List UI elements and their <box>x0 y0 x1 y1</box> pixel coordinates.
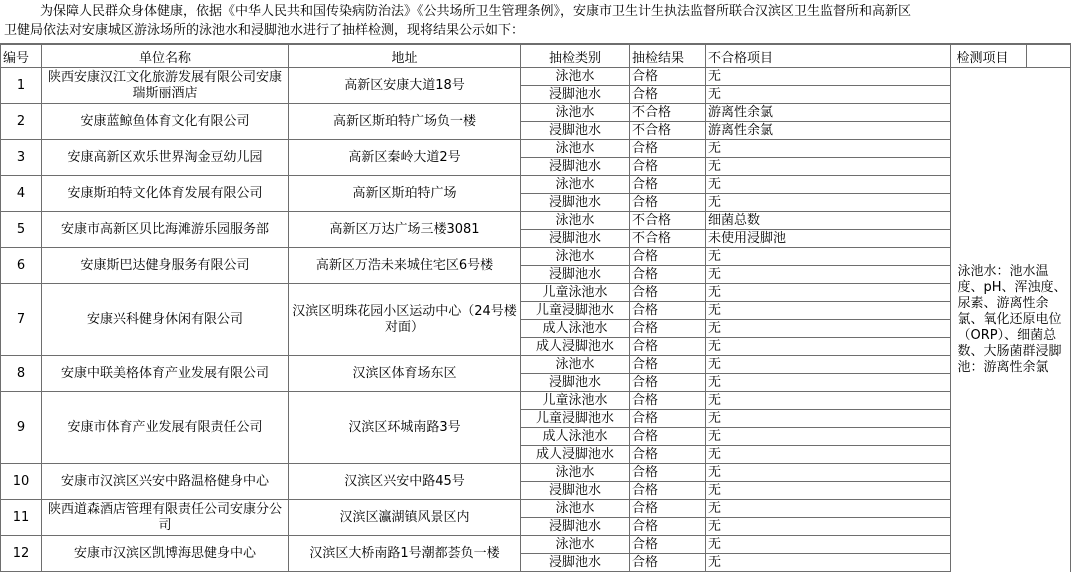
unit-address: 汉滨区兴安中路45号 <box>289 464 521 500</box>
sample-type: 泳池水 <box>521 500 630 518</box>
sample-result: 合格 <box>630 482 706 500</box>
intro-line-2: 卫健局依法对安康城区游泳场所的泳池水和浸脚池水进行了抽样检测，现将结果公示如下： <box>4 23 525 38</box>
sample-result: 合格 <box>630 248 706 266</box>
sample-result: 合格 <box>630 464 706 482</box>
table-row <box>1 464 1071 482</box>
table-row <box>1 536 1071 554</box>
unit-name: 安康中联美格体育产业发展有限公司 <box>42 356 289 392</box>
table-row <box>1 392 1071 410</box>
fail-item: 无 <box>706 68 951 86</box>
sample-type: 泳池水 <box>521 212 630 230</box>
header-row <box>1 45 1071 68</box>
table-row <box>1 212 1071 230</box>
unit-address: 高新区万达广场三楼3081 <box>289 212 521 248</box>
unit-address: 汉滨区明珠花园小区运动中心（24号楼对面） <box>289 284 521 356</box>
sample-result: 合格 <box>630 68 706 86</box>
row-number: 7 <box>1 284 42 356</box>
table-row <box>1 284 1071 302</box>
row-number: 2 <box>1 104 42 140</box>
sample-type: 浸脚池水 <box>521 230 630 248</box>
sample-result: 合格 <box>630 284 706 302</box>
fail-item: 细菌总数 <box>706 212 951 230</box>
sample-type: 浸脚池水 <box>521 194 630 212</box>
unit-name: 陕西道森酒店管理有限责任公司安康分公司 <box>42 500 289 536</box>
unit-name: 安康市汉滨区兴安中路温格健身中心 <box>42 464 289 500</box>
row-number: 5 <box>1 212 42 248</box>
row-number: 3 <box>1 140 42 176</box>
sample-type: 浸脚池水 <box>521 554 630 572</box>
sample-type: 泳池水 <box>521 176 630 194</box>
unit-name: 安康斯巴达健身服务有限公司 <box>42 248 289 284</box>
fail-item: 无 <box>706 392 951 410</box>
table-row <box>1 356 1071 374</box>
fail-item: 无 <box>706 338 951 356</box>
sample-result: 合格 <box>630 392 706 410</box>
fail-item: 无 <box>706 464 951 482</box>
inspection-results-table <box>0 44 1071 572</box>
intro-paragraph <box>0 0 1071 44</box>
sample-type: 浸脚池水 <box>521 122 630 140</box>
fail-item: 无 <box>706 140 951 158</box>
fail-item: 无 <box>706 374 951 392</box>
fail-item: 无 <box>706 284 951 302</box>
unit-name: 陕西安康汉江文化旅游发展有限公司安康瑞斯丽酒店 <box>42 68 289 104</box>
sample-result: 合格 <box>630 428 706 446</box>
sample-result: 合格 <box>630 446 706 464</box>
table-row <box>1 140 1071 158</box>
sample-result: 合格 <box>630 266 706 284</box>
unit-address: 汉滨区大桥南路1号潮都荟负一楼 <box>289 536 521 572</box>
fail-item: 无 <box>706 518 951 536</box>
fail-item: 无 <box>706 176 951 194</box>
sample-type: 浸脚池水 <box>521 518 630 536</box>
header-fail-items: 不合格项目 <box>706 45 951 68</box>
table-row <box>1 248 1071 266</box>
sample-type: 儿童浸脚池水 <box>521 410 630 428</box>
sample-type: 浸脚池水 <box>521 158 630 176</box>
fail-item: 无 <box>706 302 951 320</box>
unit-name: 安康蓝鲸鱼体育文化有限公司 <box>42 104 289 140</box>
sample-result: 合格 <box>630 374 706 392</box>
fail-item: 无 <box>706 536 951 554</box>
table-body <box>1 68 1071 572</box>
sample-type: 成人泳池水 <box>521 320 630 338</box>
sample-result: 合格 <box>630 410 706 428</box>
header-test-items: 检测项目 <box>955 45 1027 68</box>
sample-result: 合格 <box>630 140 706 158</box>
table-row <box>1 68 1071 86</box>
sample-result: 合格 <box>630 158 706 176</box>
fail-item: 游离性余氯 <box>706 122 951 140</box>
table-row <box>1 500 1071 518</box>
sample-type: 泳池水 <box>521 536 630 554</box>
header-result: 抽检结果 <box>630 45 706 68</box>
sample-result: 合格 <box>630 554 706 572</box>
sample-type: 成人泳池水 <box>521 428 630 446</box>
sample-type: 泳池水 <box>521 248 630 266</box>
sample-result: 合格 <box>630 194 706 212</box>
sample-result: 合格 <box>630 320 706 338</box>
fail-item: 未使用浸脚池 <box>706 230 951 248</box>
sample-result: 合格 <box>630 518 706 536</box>
table-row <box>1 104 1071 122</box>
sample-result: 合格 <box>630 356 706 374</box>
unit-address: 高新区斯珀特广场负一楼 <box>289 104 521 140</box>
unit-address: 汉滨区瀛湖镇风景区内 <box>289 500 521 536</box>
sample-type: 泳池水 <box>521 464 630 482</box>
intro-line-1: 为保障人民群众身体健康，依据《中华人民共和国传染病防治法》《公共场所卫生管理条例》，安康市卫生计生执法监督所联合汉滨区卫生监督所和高新区 <box>40 4 912 19</box>
header-name: 单位名称 <box>42 45 289 68</box>
sample-result: 合格 <box>630 176 706 194</box>
fail-item: 无 <box>706 410 951 428</box>
sample-type: 泳池水 <box>521 356 630 374</box>
sample-type: 泳池水 <box>521 104 630 122</box>
fail-item: 无 <box>706 482 951 500</box>
sample-result: 合格 <box>630 338 706 356</box>
header-type: 抽检类别 <box>521 45 630 68</box>
fail-item: 游离性余氯 <box>706 104 951 122</box>
unit-name: 安康市体育产业发展有限责任公司 <box>42 392 289 464</box>
unit-name: 安康市汉滨区凯博海思健身中心 <box>42 536 289 572</box>
sample-type: 成人浸脚池水 <box>521 446 630 464</box>
header-no: 编号 <box>1 45 42 68</box>
sample-type: 泳池水 <box>521 140 630 158</box>
fail-item: 无 <box>706 554 951 572</box>
fail-item: 无 <box>706 248 951 266</box>
unit-address: 高新区安康大道18号 <box>289 68 521 104</box>
sample-type: 浸脚池水 <box>521 266 630 284</box>
unit-address: 高新区万浩未来城住宅区6号楼 <box>289 248 521 284</box>
unit-address: 汉滨区体育场东区 <box>289 356 521 392</box>
sample-type: 儿童浸脚池水 <box>521 302 630 320</box>
row-number: 9 <box>1 392 42 464</box>
sample-type: 泳池水 <box>521 68 630 86</box>
sample-result: 合格 <box>630 302 706 320</box>
unit-name: 安康斯珀特文化体育发展有限公司 <box>42 176 289 212</box>
sample-type: 浸脚池水 <box>521 86 630 104</box>
row-number: 8 <box>1 356 42 392</box>
fail-item: 无 <box>706 500 951 518</box>
sample-result: 不合格 <box>630 122 706 140</box>
unit-address: 高新区斯珀特广场 <box>289 176 521 212</box>
fail-item: 无 <box>706 194 951 212</box>
header-address: 地址 <box>289 45 521 68</box>
fail-item: 无 <box>706 356 951 374</box>
sample-result: 合格 <box>630 536 706 554</box>
unit-name: 安康市高新区贝比海滩游乐园服务部 <box>42 212 289 248</box>
sample-result: 合格 <box>630 500 706 518</box>
header-extra <box>1027 45 1071 68</box>
fail-item: 无 <box>706 266 951 284</box>
fail-item: 无 <box>706 446 951 464</box>
sample-result: 合格 <box>630 86 706 104</box>
sample-result: 不合格 <box>630 104 706 122</box>
row-number: 10 <box>1 464 42 500</box>
unit-address: 高新区秦岭大道2号 <box>289 140 521 176</box>
row-number: 1 <box>1 68 42 104</box>
unit-name: 安康兴科健身休闲有限公司 <box>42 284 289 356</box>
fail-item: 无 <box>706 428 951 446</box>
row-number: 11 <box>1 500 42 536</box>
sample-type: 儿童泳池水 <box>521 392 630 410</box>
sample-result: 不合格 <box>630 212 706 230</box>
fail-item: 无 <box>706 320 951 338</box>
sample-result: 不合格 <box>630 230 706 248</box>
sample-type: 儿童泳池水 <box>521 284 630 302</box>
unit-address: 汉滨区环城南路3号 <box>289 392 521 464</box>
test-items-cell: 泳池水：池水温度、pH、浑浊度、尿素、游离性余氯、氧化还原电位（ORP）、细菌总数、大肠菌群浸脚池：游离性余氯 <box>955 68 1071 572</box>
row-number: 12 <box>1 536 42 572</box>
sample-type: 成人浸脚池水 <box>521 338 630 356</box>
sample-type: 浸脚池水 <box>521 482 630 500</box>
row-number: 6 <box>1 248 42 284</box>
fail-item: 无 <box>706 86 951 104</box>
sample-type: 浸脚池水 <box>521 374 630 392</box>
row-number: 4 <box>1 176 42 212</box>
unit-name: 安康高新区欢乐世界淘金豆幼儿园 <box>42 140 289 176</box>
fail-item: 无 <box>706 158 951 176</box>
table-row <box>1 176 1071 194</box>
